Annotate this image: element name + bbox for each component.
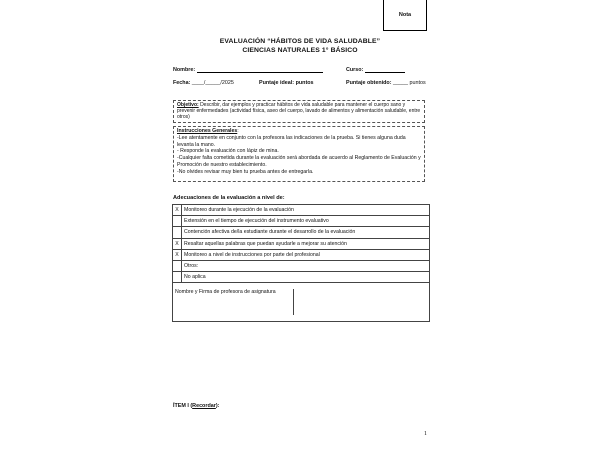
grade-box [383, 0, 427, 31]
name-label: Nombre: [173, 67, 196, 73]
row-text: No aplica [182, 272, 430, 283]
checkbox-cell[interactable]: X [173, 238, 182, 249]
instructions-label: Instrucciones Generales [177, 128, 238, 134]
row-text: Monitoreo a nivel de instrucciones por parte del profesional [182, 249, 430, 260]
item-word: Recordar [192, 403, 216, 409]
table-row [173, 238, 430, 249]
page-title: EVALUACIÓN “HÁBITOS DE VIDA SALUDABLE” [219, 38, 381, 45]
row-text: Monitoreo durante la ejecución de la evaluación [182, 205, 430, 216]
table-row [173, 216, 430, 227]
item-heading [173, 403, 219, 409]
name-line [197, 66, 323, 73]
objective-text: Describir, dar ejemplos y practicar hábitos de vida saludable para mantener el cuerpo sano y prevenir enfermedades (actividad física, aseo del cuerpo, lavado de alimentos y alimentación saludable, entre otros) [177, 102, 421, 120]
signature-row [173, 283, 430, 322]
obtained-score-value: _____ puntos [393, 80, 426, 86]
checkbox-cell[interactable]: X [173, 205, 182, 216]
name-field[interactable] [173, 66, 323, 73]
signature-space [294, 289, 427, 315]
checkbox-cell[interactable] [173, 227, 182, 238]
instruction-item: -Cualquier falta cometida durante la evaluación será abordada de acuerdo al Reglamento de Evaluación y Promoción de nuestro establecimiento. [177, 155, 421, 168]
obtained-score-label: Puntaje obtenido: [346, 80, 392, 86]
grade-label: Nota [398, 12, 412, 18]
objective-box [173, 100, 425, 123]
checkbox-cell[interactable] [173, 272, 182, 283]
instruction-item: - Responde la evaluación con lápiz de mina. [177, 148, 279, 155]
item-prefix: ÍTEM I ( [173, 403, 193, 409]
obtained-score [346, 80, 426, 86]
row-text: Contención afectiva de/la estudiante durante el desarrollo de la evaluación [182, 227, 430, 238]
item-suffix: ): [215, 403, 220, 409]
page-number: 1 [424, 431, 427, 437]
instructions-box: Instrucciones Generales: -Lee atentamente en conjunto con la profesora las indicaciones de la prueba. Si tienes alguna duda levanta la mano. - Responde la evaluación con lápiz de mina. -Cualquier falta cometida durante la evaluación será abordada de acuerdo al Reglamento de Evaluación y Promoción de nuestro establecimiento. -No olvides revisar muy bien tu prueba antes de entregarla. [173, 126, 425, 182]
row-text: Extensión en el tiempo de ejecución del instrumento evaluativo [182, 216, 430, 227]
row-text: Otros: [182, 260, 430, 271]
course-line [365, 66, 405, 73]
checkbox-cell[interactable]: X [173, 249, 182, 260]
table-row [173, 272, 430, 283]
signature-cell[interactable] [173, 283, 430, 322]
adaptations-title: Adecuaciones de la evaluación a nivel de: [173, 195, 285, 201]
ideal-score-value: puntos [295, 80, 314, 86]
ideal-score [259, 80, 314, 86]
checkbox-cell[interactable] [173, 260, 182, 271]
adaptations-table [172, 204, 430, 322]
table-row [173, 227, 430, 238]
instruction-item: -No olvides revisar muy bien tu prueba antes de entregarla. [177, 168, 314, 175]
course-label: Curso: [346, 67, 364, 73]
date-value: ____/_____/2025 [191, 80, 234, 86]
table-row [173, 205, 430, 216]
table-row [173, 260, 430, 271]
course-field[interactable] [346, 66, 405, 73]
page-subtitle: CIENCIAS NATURALES 1° BÁSICO [242, 47, 358, 54]
date-label: Fecha: [173, 80, 191, 86]
date-field [173, 80, 234, 86]
signature-label: Nombre y Firma de profesora de asignatura [175, 289, 294, 315]
objective-label: Objetivo: [177, 102, 199, 108]
checkbox-cell[interactable] [173, 216, 182, 227]
ideal-score-label: Puntaje ideal: [259, 80, 295, 86]
table-row [173, 249, 430, 260]
row-text: Resaltar aquellas palabras que puedan ayudarle a mejorar su atención [182, 238, 430, 249]
instruction-item: -Lee atentamente en conjunto con la profesora las indicaciones de la prueba. Si tienes alguna duda levanta la mano. [177, 134, 406, 148]
